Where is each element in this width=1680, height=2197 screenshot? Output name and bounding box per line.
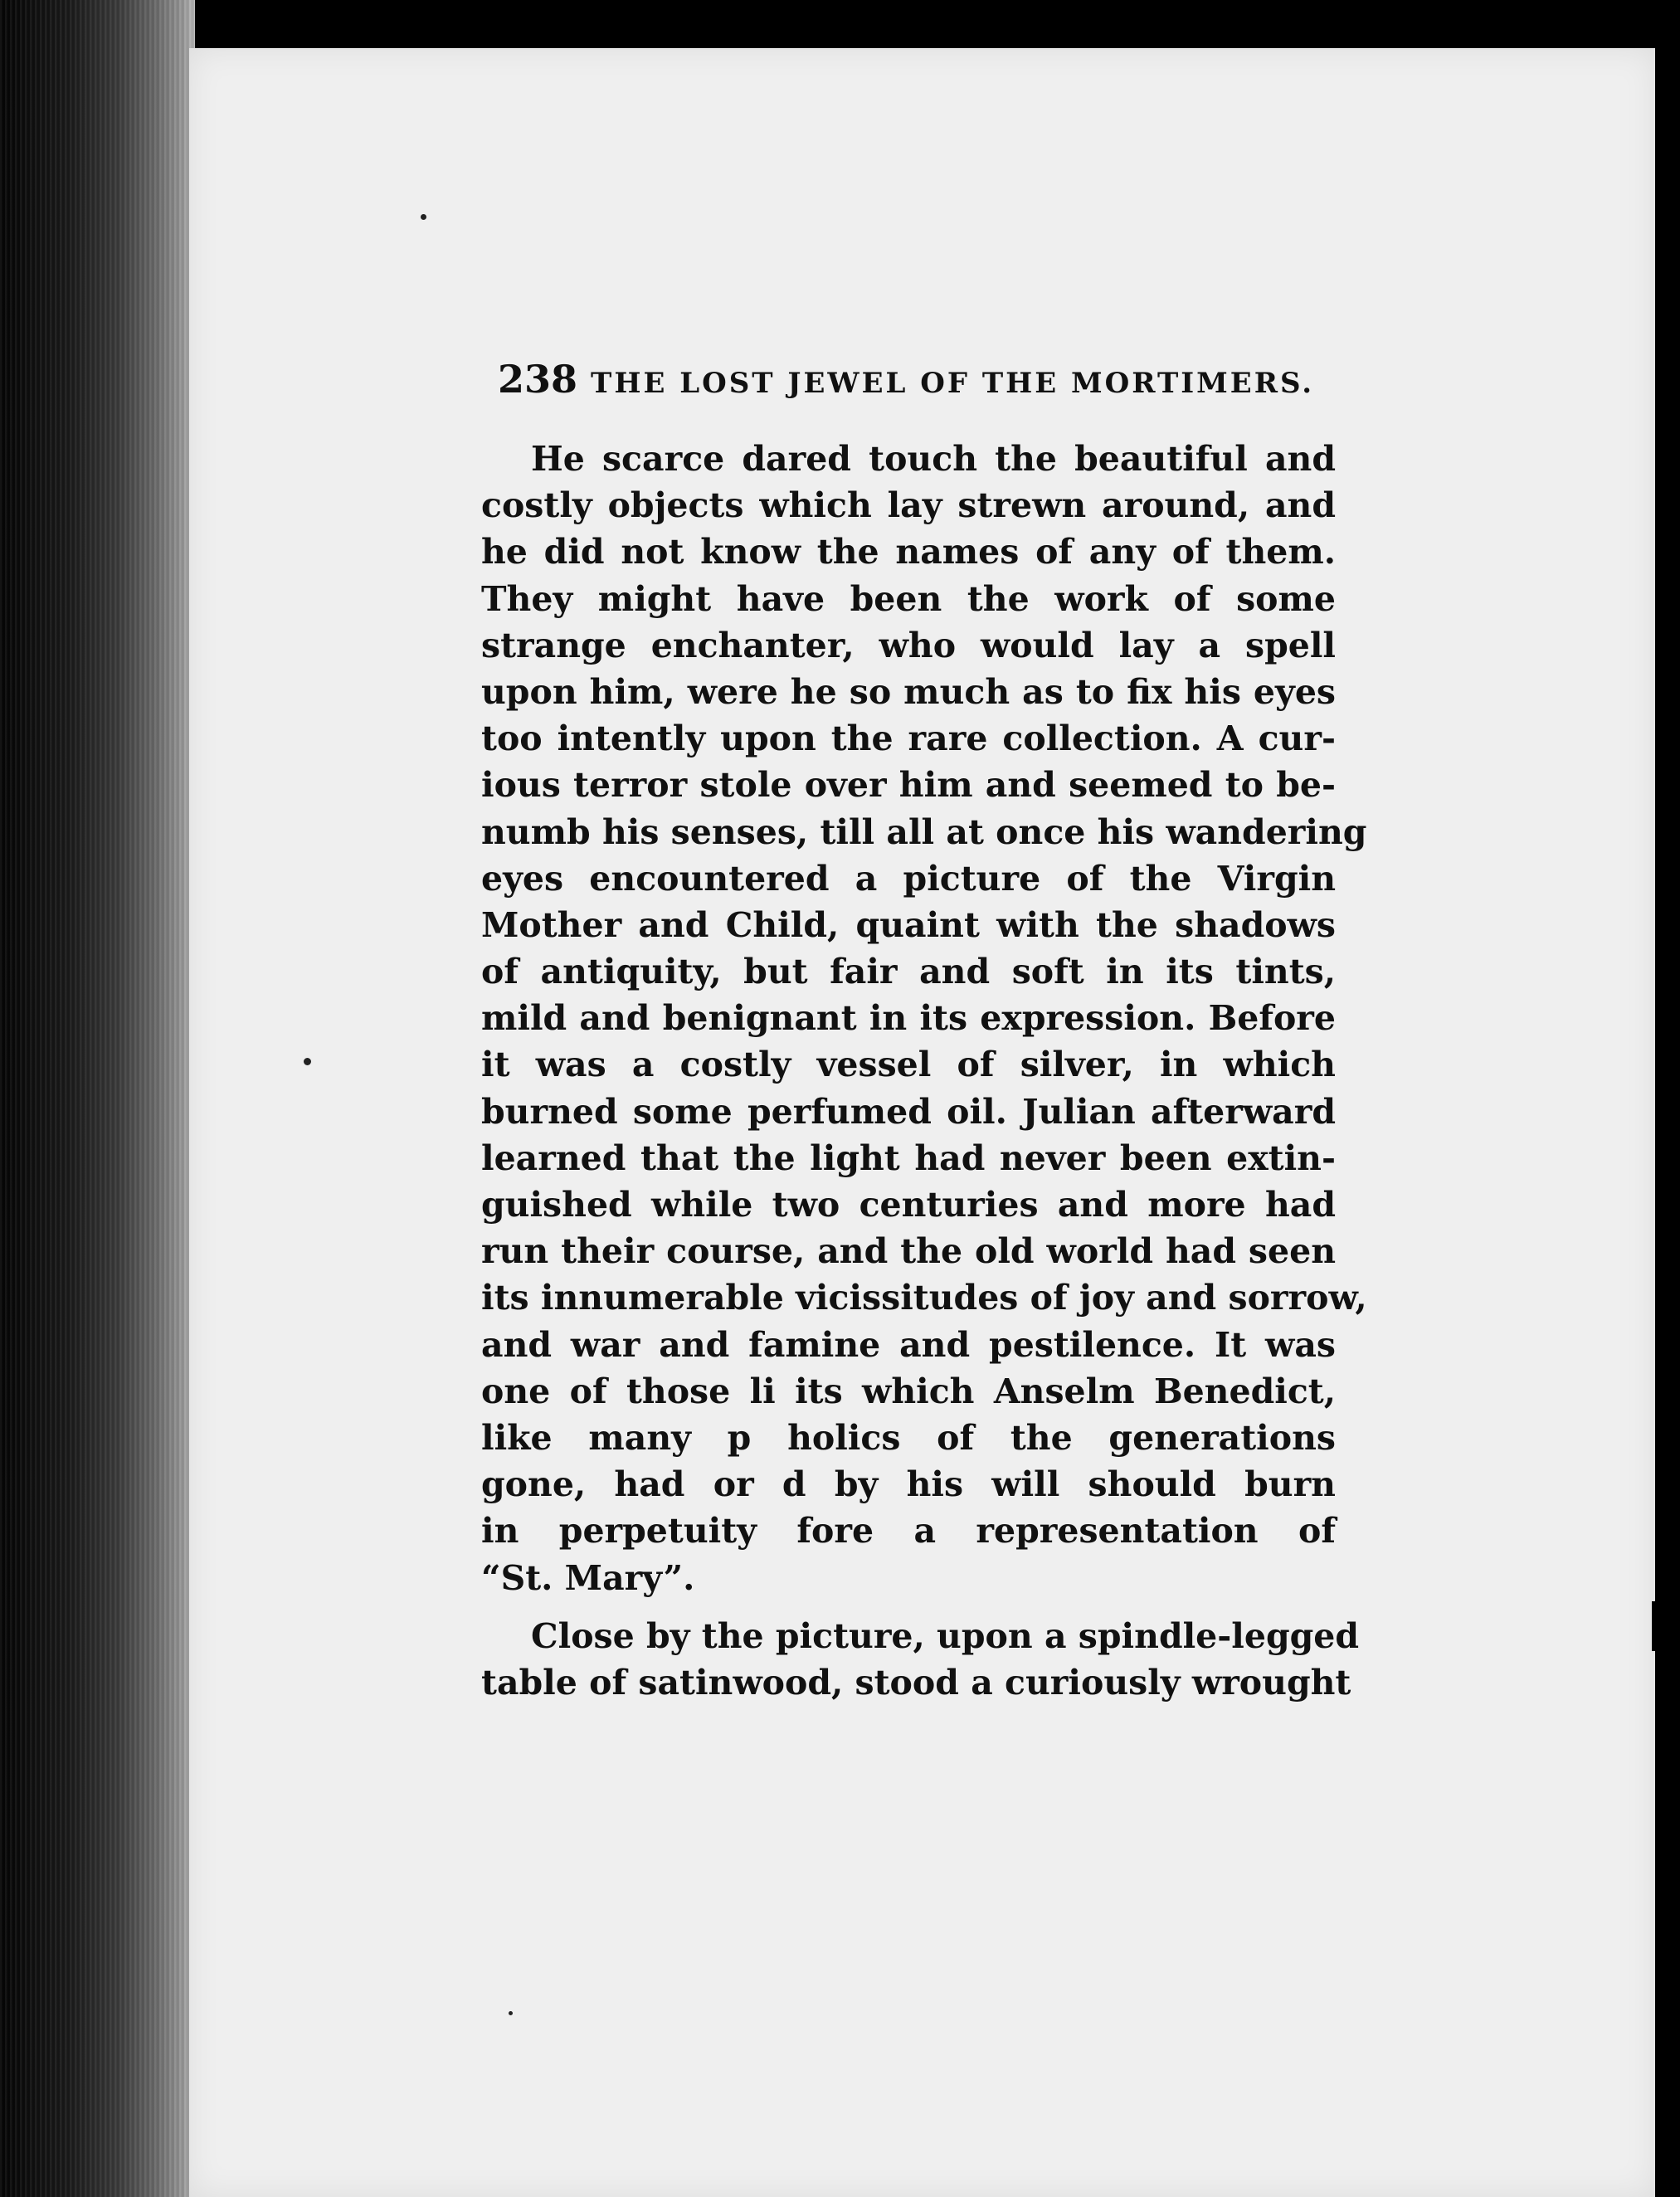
text-line: like many p holics of the generations xyxy=(481,1417,1336,1458)
edge-mark xyxy=(1652,1601,1675,1651)
text-line: of antiquity, but fair and soft in its tints, xyxy=(481,952,1336,992)
text-line: learned that the light had never been extin- xyxy=(481,1137,1336,1178)
text-line: table of satinwood, stood a curiously wrought xyxy=(481,1662,1351,1703)
text-line: ious terror stole over him and seemed to be- xyxy=(481,765,1336,806)
text-line: and war and famine and pestilence. It was xyxy=(481,1324,1336,1365)
edge-mark xyxy=(1657,465,1672,597)
text-line: gone, had or d by his will should burn xyxy=(481,1464,1336,1505)
text-line: guished while two centuries and more had xyxy=(481,1185,1336,1225)
text-line: its innumerable vicissitudes of joy and sorrow, xyxy=(481,1278,1367,1318)
text-line: costly objects which lay strewn around, and xyxy=(481,485,1336,526)
text-line: he did not know the names of any of them. xyxy=(481,532,1336,572)
text-line: upon him, were he so much as to fix his eyes xyxy=(481,671,1336,712)
paragraph-gap xyxy=(481,1601,1336,1613)
page-number: 238 xyxy=(498,357,578,402)
running-title: THE LOST JEWEL OF THE MORTIMERS. xyxy=(591,367,1315,400)
text-line: it was a costly vessel of silver, in which xyxy=(481,1045,1336,1085)
dust-speck xyxy=(421,214,426,220)
text-line: Close by the picture, upon a spindle-legged xyxy=(531,1615,1360,1656)
dust-speck xyxy=(509,2011,513,2015)
dust-speck xyxy=(304,1058,311,1065)
text-line: strange enchanter, who would lay a spell xyxy=(481,625,1336,665)
text-line: eyes encountered a picture of the Virgin xyxy=(481,858,1336,899)
text-line: run their course, and the old world had seen xyxy=(481,1231,1336,1272)
text-line: burned some perfumed oil. Julian afterward xyxy=(481,1091,1336,1132)
text-line: “St. Mary”. xyxy=(481,1557,695,1598)
text-line: Mother and Child, quaint with the shadows xyxy=(481,904,1336,945)
text-line: too intently upon the rare collection. A cur- xyxy=(481,719,1336,759)
body-text xyxy=(481,436,1367,1706)
right-page-edge xyxy=(1655,48,1680,2197)
text-line: one of those li its which Anselm Benedict, xyxy=(481,1371,1336,1411)
text-line: mild and benignant in its expression. Before xyxy=(481,998,1336,1039)
text-line: in perpetuity fore a representation of xyxy=(481,1511,1336,1552)
text-line: He scarce dared touch the beautiful and xyxy=(531,439,1336,479)
text-line: They might have been the work of some xyxy=(481,578,1336,619)
book-binding-gutter xyxy=(0,0,195,2197)
text-line: numb his senses, till all at once his wandering xyxy=(481,811,1367,852)
running-header xyxy=(498,357,1315,402)
